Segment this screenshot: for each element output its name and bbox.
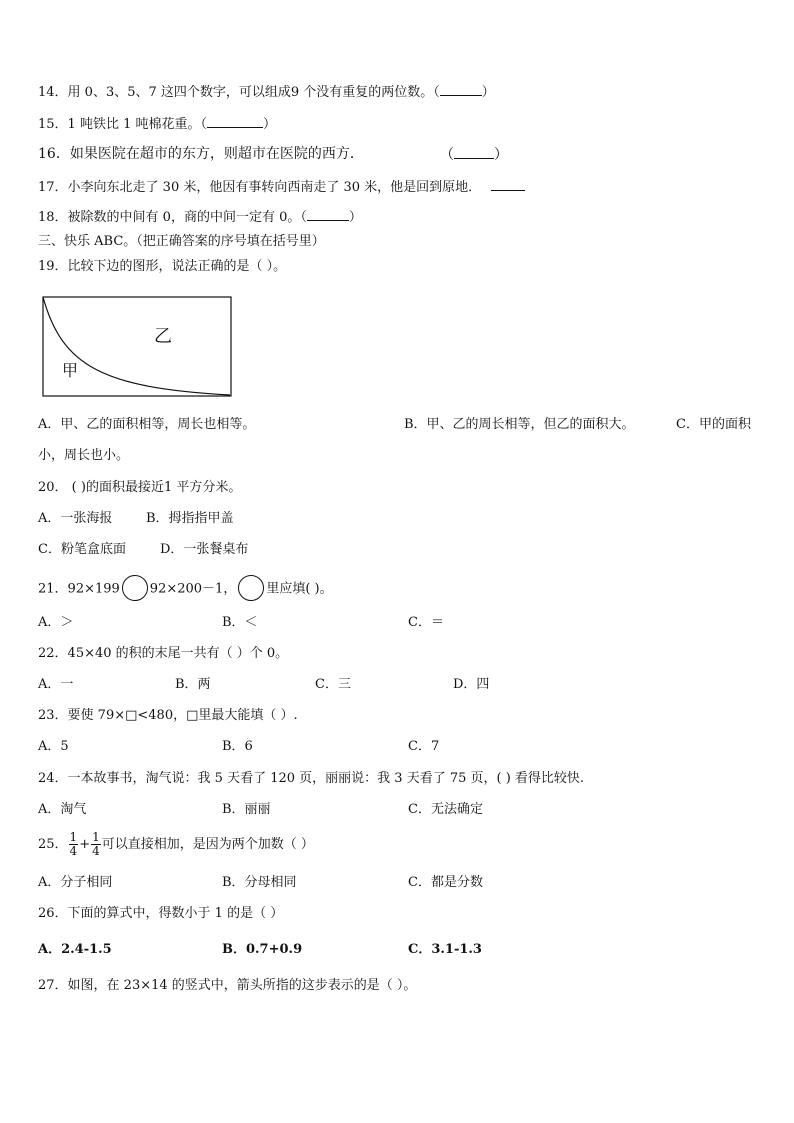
q20-option-a[interactable]: A．一张海报 xyxy=(38,511,113,526)
question-24-text: 24．一本故事书，淘气说：我 5 天看了 120 页，丽丽说：我 3 天看了 75 页，( ) 看得比较快. xyxy=(38,771,585,786)
question-26 xyxy=(38,905,283,923)
compare-circle[interactable] xyxy=(238,575,264,601)
area-perimeter-figure xyxy=(42,296,232,398)
q19-option-b[interactable]: B．甲、乙的周长相等，但乙的面积大。 xyxy=(404,417,635,432)
question-22-text: 22．45×40 的积的末尾一共有（ ）个 0。 xyxy=(38,646,289,661)
question-17-text: 17．小李向东北走了 30 米，他因有事转向西南走了 30 米，他是回到原地． xyxy=(38,180,482,195)
q21-option-b[interactable]: B．＜ xyxy=(222,615,258,630)
question-23 xyxy=(38,707,298,725)
answer-blank[interactable] xyxy=(454,145,494,159)
question-15-text: 15．1 吨铁比 1 吨棉花重。（ xyxy=(38,117,207,132)
q22-option-a[interactable]: A．一 xyxy=(38,677,74,692)
q19-option-c-continued: 小，周长也小。 xyxy=(38,448,130,463)
q25-option-a[interactable]: A．分子相同 xyxy=(38,875,113,890)
q22-option-c[interactable]: C．三 xyxy=(315,677,351,692)
label-yi: 乙 xyxy=(154,326,172,347)
question-14-text: 14．用 0、3、5、7 这四个数字，可以组成9 个没有重复的两位数。（ xyxy=(38,85,440,100)
q23-option-a[interactable]: A．5 xyxy=(38,739,69,754)
question-26-text: 26．下面的算式中，得数小于 1 的是（ ） xyxy=(38,906,284,921)
label-jia: 甲 xyxy=(62,361,79,380)
q25-option-c[interactable]: C．都是分数 xyxy=(408,875,483,890)
question-22 xyxy=(38,645,288,663)
q20-option-b[interactable]: B．拇指指甲盖 xyxy=(146,511,234,526)
question-17 xyxy=(38,177,525,197)
question-24 xyxy=(38,770,584,788)
question-25: 25． $\frac{1}{4}$ + $\frac{1}{4}$ 可以直接相加，是因为两个加数（ ） xyxy=(38,830,314,858)
q24-option-a[interactable]: A．淘气 xyxy=(38,802,87,817)
question-18: 18．被除数的中间有 0，商的中间一定有 0。（ ） xyxy=(38,207,362,227)
question-18-text: 18．被除数的中间有 0，商的中间一定有 0。（ xyxy=(38,210,307,225)
answer-blank[interactable] xyxy=(491,177,525,191)
figure-rectangle xyxy=(43,297,231,396)
question-19-text: 19．比较下边的图形，说法正确的是（ ）。 xyxy=(38,259,287,274)
q24-option-c[interactable]: C．无法确定 xyxy=(408,802,483,817)
q26-option-c[interactable]: C．3.1-1.3 xyxy=(408,942,482,957)
question-21: 21．92×199 92×200－1， 里应填( )。 xyxy=(38,576,333,602)
compare-circle[interactable] xyxy=(122,575,148,601)
q23-option-b[interactable]: B．6 xyxy=(222,739,253,754)
question-23-text: 23．要使 79×□<480，□里最大能填（ ）. xyxy=(38,708,298,723)
question-27-text: 27．如图，在 23×14 的竖式中，箭头所指的这步表示的是（ ）。 xyxy=(38,978,417,993)
question-14: 14．用 0、3、5、7 这四个数字，可以组成9 个没有重复的两位数。（ ） xyxy=(38,82,495,102)
question-27 xyxy=(38,977,416,995)
figure-curve xyxy=(43,297,230,395)
q20-option-c[interactable]: C．粉笔盒底面 xyxy=(38,542,126,557)
question-16-answer: （ ） xyxy=(440,147,508,163)
q26-option-b[interactable]: B．0.7+0.9 xyxy=(222,942,303,957)
q19-option-c[interactable]: C．甲的面积 xyxy=(676,417,751,432)
q23-option-c[interactable]: C．7 xyxy=(408,739,440,754)
q26-option-a[interactable]: A．2.4-1.5 xyxy=(38,942,112,957)
fraction: $\frac{1}{4}$ xyxy=(92,830,100,858)
q24-option-b[interactable]: B．丽丽 xyxy=(222,802,271,817)
q22-option-d[interactable]: D．四 xyxy=(453,677,490,692)
question-20 xyxy=(38,479,241,497)
q20-option-d[interactable]: D．一张餐桌布 xyxy=(160,542,249,557)
q19-option-a[interactable]: A．甲、乙的面积相等，周长也相等。 xyxy=(38,417,256,432)
section-heading: 三、快乐 ABC。（把正确答案的序号填在括号里） xyxy=(38,234,325,249)
q22-option-b[interactable]: B．两 xyxy=(175,677,211,692)
answer-blank[interactable] xyxy=(307,207,349,221)
fraction: $\frac{1}{4}$ xyxy=(69,830,78,858)
q21-option-a[interactable]: A．＞ xyxy=(38,615,74,630)
question-16-text: 16．如果医院在超市的东方，则超市在医院的西方． xyxy=(38,146,364,162)
question-16 xyxy=(38,145,364,163)
answer-blank[interactable] xyxy=(440,82,482,96)
q21-option-c[interactable]: C．＝ xyxy=(408,615,444,630)
question-15: 15．1 吨铁比 1 吨棉花重。（ ） xyxy=(38,114,276,134)
question-19 xyxy=(38,258,286,276)
question-20-text: 20． ( )的面积最接近1 平方分米。 xyxy=(38,480,242,495)
q25-option-b[interactable]: B．分母相同 xyxy=(222,875,297,890)
answer-blank[interactable] xyxy=(207,114,263,128)
